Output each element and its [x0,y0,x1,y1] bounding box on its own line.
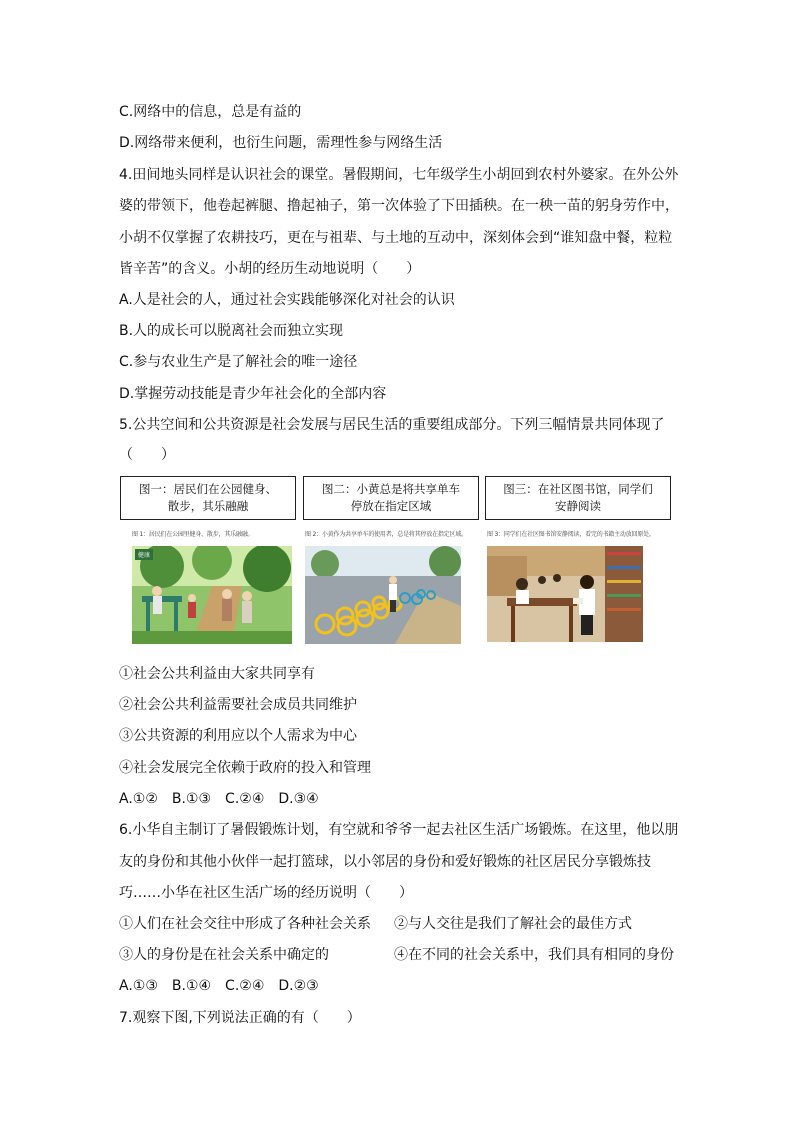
figure-1-subcaption: 图 1：居民们在公园里健身、散步，其乐融融。 [132,531,254,538]
figure-3-caption-line-1: 图三：在社区图书馆，同学们 [503,482,653,496]
figure-1-caption [120,476,296,520]
figure-2-caption [303,476,479,520]
figure-3-caption [485,476,671,520]
figure-2-caption-line-2: 停放在指定区域 [350,499,432,513]
q5-statement-3: ③公共资源的利用应以个人需求为中心 [119,728,357,744]
q4-stem-line-1: 4.田间地头同样是认识社会的课堂。暑假期间，七年级学生小胡回到农村外婆家。在外公外 [119,167,679,183]
figure-1-caption-line-1: 图一：居民们在公园健身、 [139,482,277,496]
q3-option-d: D.网络带来便利，也衍生问题，需理性参与网络生活 [119,135,443,151]
figure-3-subcaption: 图 3：同学们在社区图书馆安静阅读，看完的书籍主动放回原处。 [487,531,655,538]
figure-2-caption-line-1: 图二：小黄总是将共享单车 [322,482,460,496]
q4-stem-line-4: 皆辛苦”的含义。小胡的经历生动地说明（ ） [119,261,421,277]
q6-statement-3: ③人的身份是在社会关系中确定的 [119,947,329,963]
figure-2 [303,476,479,646]
community-library-image [487,546,643,642]
figure-1-tag: 健康 [135,549,153,560]
q5-statement-4: ④社会发展完全依赖于政府的投入和管理 [119,760,371,776]
shared-bike-parking-image [305,546,461,644]
q4-option-b: B.人的成长可以脱离社会而独立实现 [119,323,344,339]
q4-option-c: C.参与农业生产是了解社会的唯一途径 [119,354,358,370]
q6-statement-4: ④在不同的社会关系中，我们具有相同的身份 [394,947,674,963]
q6-statement-1: ①人们在社会交往中形成了各种社会关系 [119,916,371,932]
figure-3 [485,476,671,646]
figure-1 [120,476,296,646]
q4-option-a: A.人是社会的人，通过社会实践能够深化对社会的认识 [119,292,455,308]
q5-statement-2: ②社会公共利益需要社会成员共同维护 [119,697,357,713]
q6-stem-line-3: 巧……小华在社区生活广场的经历说明（ ） [119,885,413,901]
q4-option-d: D.掌握劳动技能是青少年社会化的全部内容 [119,386,387,402]
q4-stem-line-3: 小胡不仅掌握了农耕技巧，更在与祖辈、与土地的互动中，深刻体会到“谁知盘中餐，粒粒 [119,230,673,246]
figure-2-subcaption: 图 2：小黄作为共享单车的使用者，总是将其停放在指定区域。 [305,531,467,538]
q4-stem-line-2: 婆的带领下，他卷起裤腿、撸起袖子，第一次体验了下田插秧。在一秧一苗的躬身劳作中， [119,198,679,214]
figure-3-caption-line-2: 安静阅读 [555,499,601,513]
q6-stem-line-2: 友的身份和其他小伙伴一起打篮球，以小邻居的身份和爱好锻炼的社区居民分享锻炼技 [119,854,651,870]
q6-statement-2: ②与人交往是我们了解社会的最佳方式 [394,916,632,932]
q6-answer-choices: A.①③ B.①④ C.②④ D.②③ [119,978,319,994]
q5-statement-1: ①社会公共利益由大家共同享有 [119,666,315,682]
park-exercise-image [132,546,292,644]
q5-stem-line-1: 5.公共空间和公共资源是社会发展与居民生活的重要组成部分。下列三幅情景共同体现了 [119,417,665,433]
q6-stem-line-1: 6.小华自主制订了暑假锻炼计划，有空就和爷爷一起去社区生活广场锻炼。在这里，他以朋 [119,822,679,838]
q5-answer-choices: A.①② B.①③ C.②④ D.③④ [119,791,319,807]
figure-1-caption-line-2: 散步，其乐融融 [167,499,249,513]
q3-option-c: C.网络中的信息，总是有益的 [119,104,302,120]
q5-stem-line-2: （ ） [119,447,175,463]
q7-stem: 7.观察下图,下列说法正确的有（ ） [119,1010,361,1026]
